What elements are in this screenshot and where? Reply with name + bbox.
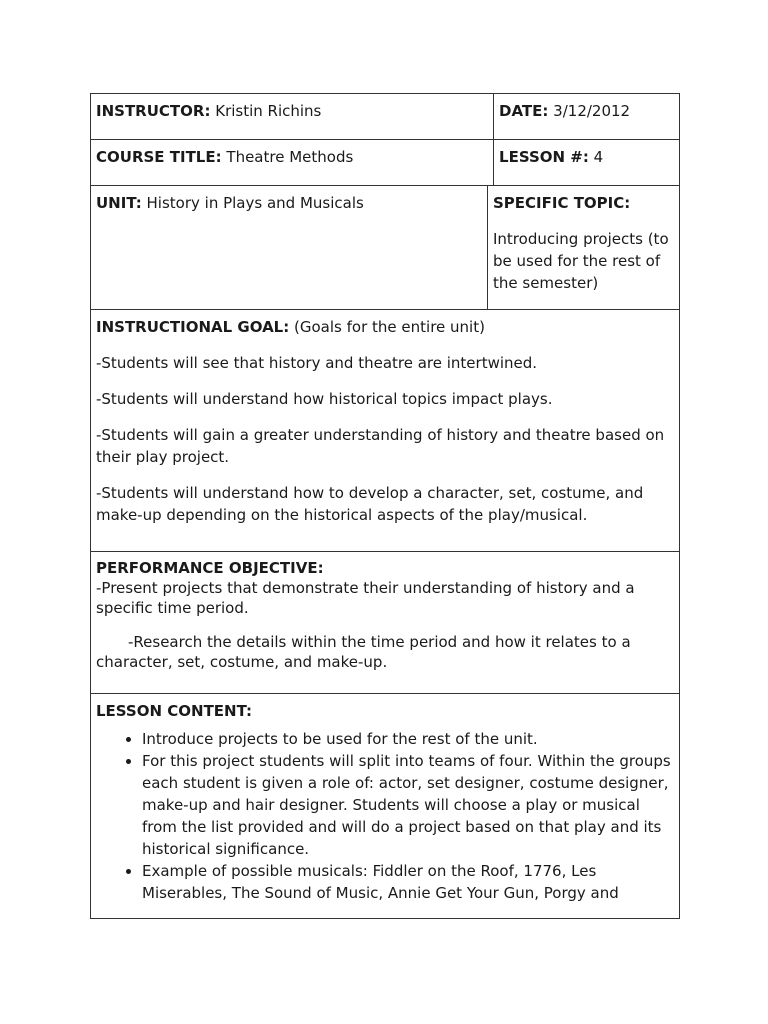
goal-cell bbox=[91, 310, 680, 552]
goal-item: -Students will see that history and theatre are intertwined. bbox=[96, 354, 538, 372]
row-instructor bbox=[91, 94, 680, 140]
lesson-value: 4 bbox=[593, 148, 604, 166]
objective-cell bbox=[91, 552, 680, 694]
topic-cell bbox=[488, 186, 680, 310]
objective-label: PERFORMANCE OBJECTIVE: bbox=[96, 559, 324, 577]
unit-cell bbox=[91, 186, 488, 310]
instructor-value: Kristin Richins bbox=[215, 102, 322, 120]
instructor-cell bbox=[91, 94, 494, 140]
date-cell bbox=[494, 94, 680, 140]
course-cell bbox=[91, 140, 494, 186]
goal-note: (Goals for the entire unit) bbox=[294, 318, 485, 336]
row-unit bbox=[91, 186, 680, 310]
topic-label: SPECIFIC TOPIC: bbox=[493, 194, 631, 212]
goal-item: -Students will gain a greater understanding of history and theatre based on their play project. bbox=[96, 426, 665, 466]
row-objective bbox=[91, 552, 680, 694]
date-label: DATE: bbox=[499, 102, 549, 120]
row-course bbox=[91, 140, 680, 186]
instructor-label: INSTRUCTOR: bbox=[96, 102, 211, 120]
course-value: Theatre Methods bbox=[226, 148, 354, 166]
content-list bbox=[96, 728, 673, 904]
goal-item: -Students will understand how historical topics impact plays. bbox=[96, 390, 553, 408]
lesson-cell bbox=[494, 140, 680, 186]
goal-item: -Students will understand how to develop a character, set, costume, and make-up depending on the historical aspects of the play/musical. bbox=[96, 484, 644, 524]
unit-value: History in Plays and Musicals bbox=[146, 194, 364, 212]
unit-label: UNIT: bbox=[96, 194, 142, 212]
lesson-plan-table bbox=[90, 93, 680, 919]
goal-label: INSTRUCTIONAL GOAL: bbox=[96, 318, 290, 336]
lesson-plan bbox=[90, 93, 679, 919]
list-item: • For this project students will split into teams of four. Within the groups each student is given a role of: actor, set designer, costume designer, make-up and hair designer. Students will choose a play or musical from the list provided and will do a project based on that play and its historical significance. bbox=[142, 750, 673, 860]
objective-line-1: -Present projects that demonstrate their understanding of history and a specific time period. bbox=[96, 579, 635, 617]
course-label: COURSE TITLE: bbox=[96, 148, 222, 166]
list-item: • Example of possible musicals: Fiddler on the Roof, 1776, Les Miserables, The Sound of Music, Annie Get Your Gun, Porgy and bbox=[142, 860, 673, 904]
topic-value: Introducing projects (to be used for the rest of the semester) bbox=[493, 230, 669, 292]
lesson-label: LESSON #: bbox=[499, 148, 589, 166]
objective-line-2: -Research the details within the time period and how it relates to a character, set, costume, and make-up. bbox=[96, 633, 631, 671]
content-label: LESSON CONTENT: bbox=[96, 702, 253, 720]
content-cell bbox=[91, 694, 680, 919]
date-value: 3/12/2012 bbox=[553, 102, 631, 120]
list-item: • Introduce projects to be used for the rest of the unit. bbox=[142, 728, 673, 750]
row-goal bbox=[91, 310, 680, 552]
row-content bbox=[91, 694, 680, 919]
